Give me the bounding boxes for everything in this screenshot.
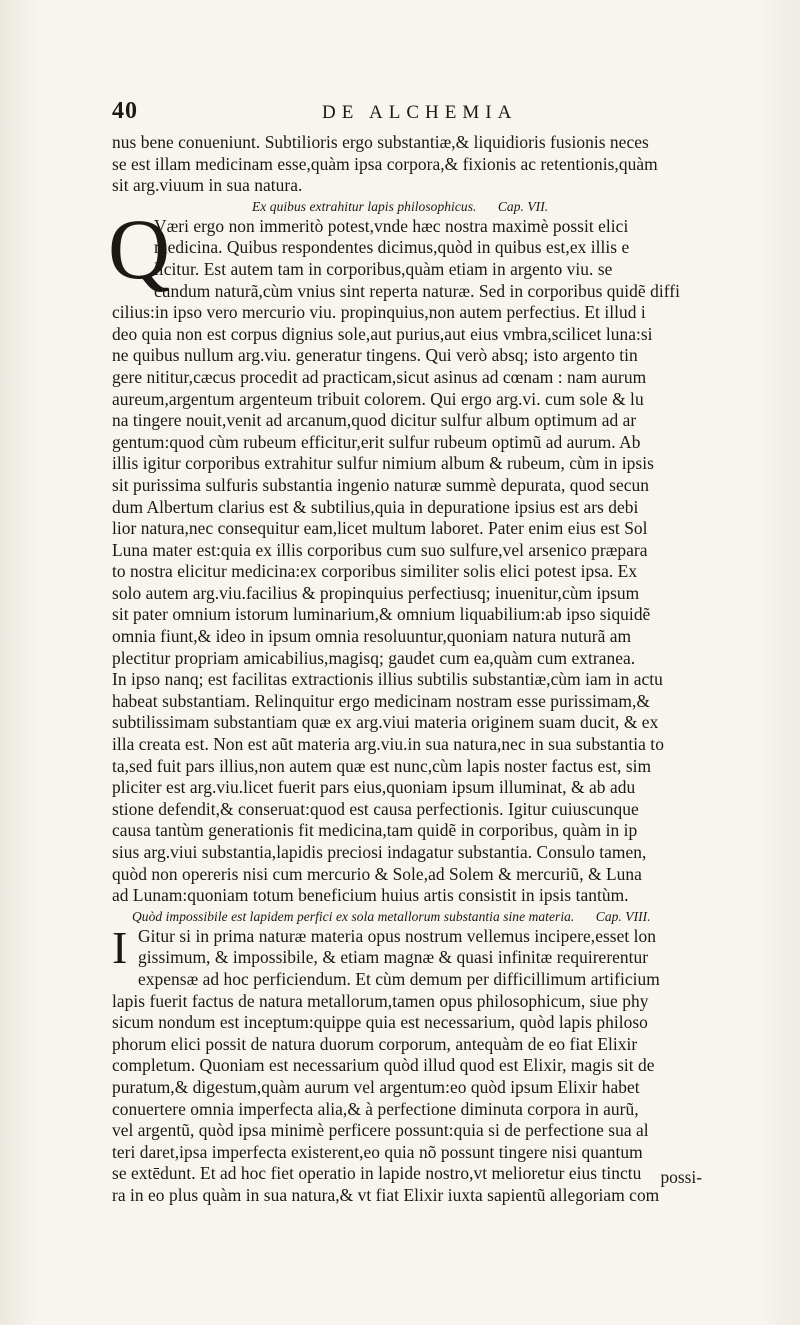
catchword: possi- [660,1167,702,1187]
text-line: stione defendit,& conseruat:quod est causa perfectionis. Igitur cuiuscunque [112,798,639,819]
chapter-7-heading [112,197,698,216]
text-line: gere nititur,cæcus procedit ad practicam,sicut asinus ad cœnam : nam aurum [112,366,647,387]
drop-cap-q: Q [108,200,171,297]
text-line: nus bene conueniunt. Subtilioris ergo substantiæ,& liquidioris fusionis neces [112,132,649,152]
text-line: teri daret,ipsa imperfecta existerent,eo quia nõ possunt tingere nisi quantum [112,1141,643,1162]
text-line: sit arg.viuum in sua natura. [112,175,303,196]
text-line: Luna mater est:quia ex illis corporibus cum suo sulfure,vel arsenico præpara [112,539,648,560]
text-line: subtilissimam substantiam quæ ex arg.viui materia originem suam ducit, & ex [112,712,659,733]
text-line: phorum elici possit de natura duorum corporum, antequàm de eo fiat Elixir [112,1033,638,1054]
text-line: lior natura,nec consequitur eam,licet multum laboret. Pater enim eius est Sol [112,518,648,539]
text-line: Væri ergo non immeritò potest,vnde hæc nostra maximè possit elici [154,215,629,236]
text-line: aureum,argentum argenteum tribuit colorem. Qui ergo arg.vi. cum sole & lu [112,388,644,409]
text-line: illis igitur corporibus extrahitur sulfur nimium album & rubeum, cùm in ipsis [112,453,654,474]
text-line: se est illam medicinam esse,quàm ipsa corpora,& fixionis ac retentionis,quàm [112,153,658,174]
text-line: gissimum, & impossibile, & etiam magnæ & quasi infinitæ requirerentur [138,947,649,968]
text-line: ne quibus nullum arg.viu. generatur tingens. Qui verò absq; isto argento tin [112,345,638,366]
text-line: lapis fuerit factus de natura metallorum,tamen opus philosophicum, siue phy [112,990,649,1011]
folio-number: 40 [112,98,138,124]
chapter-7-number: Cap. VII. [497,198,549,214]
text-line: to nostra elicitur medicina:ex corporibus similiter solis elici potest ipsa. Ex [112,561,638,582]
text-line: In ipso nanq; est facilitas extractionis illius subtilis substantiæ,cùm iam in actu [112,669,663,690]
text-line: na tingere nouit,venit ad arcanum,quod dicitur sulfur album optimum ad ar [112,410,637,431]
text-line: pliciter est arg.viu.licet fuerit pars eius,quoniam ipsum illuminat, & ab adu [112,777,636,798]
text-line: ta,sed fuit pars illius,non autem quæ est nunc,cùm lapis noster factus est, sim [112,755,652,776]
text-line: sicum nondum est inceptum:quippe quia est necessarium, quòd lapis philoso [112,1012,648,1033]
text-line: licitur. Est autem tam in corporibus,quàm etiam in argento viu. se [154,258,613,279]
text-line: sius arg.viui substantia,lapidis preciosi indagatur substantia. Consulo tamen, [112,842,647,862]
chapter-8-body [112,921,698,1207]
drop-cap-i: I [112,921,128,973]
chapter-8-title: Quòd impossibile est lapidem perfici ex sola metallorum substantia sine materia. [132,908,575,924]
text-line: vel argentũ, quòd ipsa minimè perficere possunt:quia si de perfectione sua al [112,1120,649,1141]
text-line: Gitur si in prima naturæ materia opus nostrum vellemus incipere,esset lon [138,925,657,946]
text-line: quòd non opereris nisi cum mercurio & Sole,ad Solem & mercuriũ, & Luna [112,863,642,884]
text-line: completum. Quoniam est necessarium quòd illud quod est Elixir, magis sit de [112,1055,655,1076]
text-line: puratum,& digestum,quàm aurum vel argentum:eo quòd ipsum Elixir habet [112,1076,640,1097]
text-line: conuertere omnia imperfecta alia,& à perfectione diminuta corpora in aurũ, [112,1098,639,1119]
text-line: sit pater omnium istorum luminarium,& omnium liquabilium:ab ipso siquidẽ [112,604,651,625]
text-line: gentum:quod cùm rubeum efficitur,erit sulfur rubeum optimũ ad aurum. Ab [112,431,641,452]
text-line: ad Lunam:quoniam totum beneficium huius artis consistit in ipsis tantùm. [112,885,629,906]
text-line: deo quia non est corpus dignius sole,aut purius,aut eius vmbra,scilicet luna:si [112,323,653,344]
chapter-7-title: Ex quibus extrahitur lapis philosophicus. [252,198,477,214]
text-line: illa creata est. Non est aũt materia arg.viu.in sua natura,nec in sua substantia to [112,734,664,755]
main-text [108,132,698,1207]
running-head [112,96,702,130]
text-line: expensæ ad hoc perficiendum. Et cùm demum per difficillimum artificium [138,968,660,989]
text-line: omnia fiunt,& ideo in ipsum omnia resoluuntur,quoniam natura nuturã am [112,626,632,647]
text-line: se extēdunt. Et ad hoc fiet operatio in lapide nostro,vt melioretur eius tinctu [112,1163,642,1184]
text-line: cundum naturã,cùm vnius sint reperta naturæ. Sed in corporibus quidẽ diffi [154,280,680,301]
text-line: ra in eo plus quàm in sua natura,& vt fiat Elixir iuxta sapientũ allegoriam com [112,1184,660,1205]
chapter-8-heading [112,907,698,926]
text-line: causa tantùm generationis fit medicina,tam quidẽ in corporibus, quàm in ip [112,820,638,841]
text-line: dum Albertum clarius est & subtilius,quia in depuratione ipsius est ars debi [112,496,639,517]
text-line: cilius:in ipso vero mercurio viu. propinquius,non autem perfectius. Et illud i [112,302,646,323]
text-line: solo autem arg.viu.facilius & propinquius perfectiusq; inuenitur,cùm ipsum [112,582,640,603]
text-line: medicina. Quibus respondentes dicimus,quòd in quibus est,ex illis e [154,237,630,258]
chapter-8-number: Cap. VIII. [595,908,651,924]
text-line: sit purissima sulfuris substantia ingenio naturæ summè depurata, quod secun [112,474,649,495]
text-line: plectitur propriam amicabilius,magisq; gaudet cum ea,quàm cum extranea. [112,647,636,668]
running-title: DE ALCHEMIA [322,102,518,123]
text-line: habeat substantiam. Relinquitur ergo medicinam nostram esse purissimam,& [112,690,650,711]
